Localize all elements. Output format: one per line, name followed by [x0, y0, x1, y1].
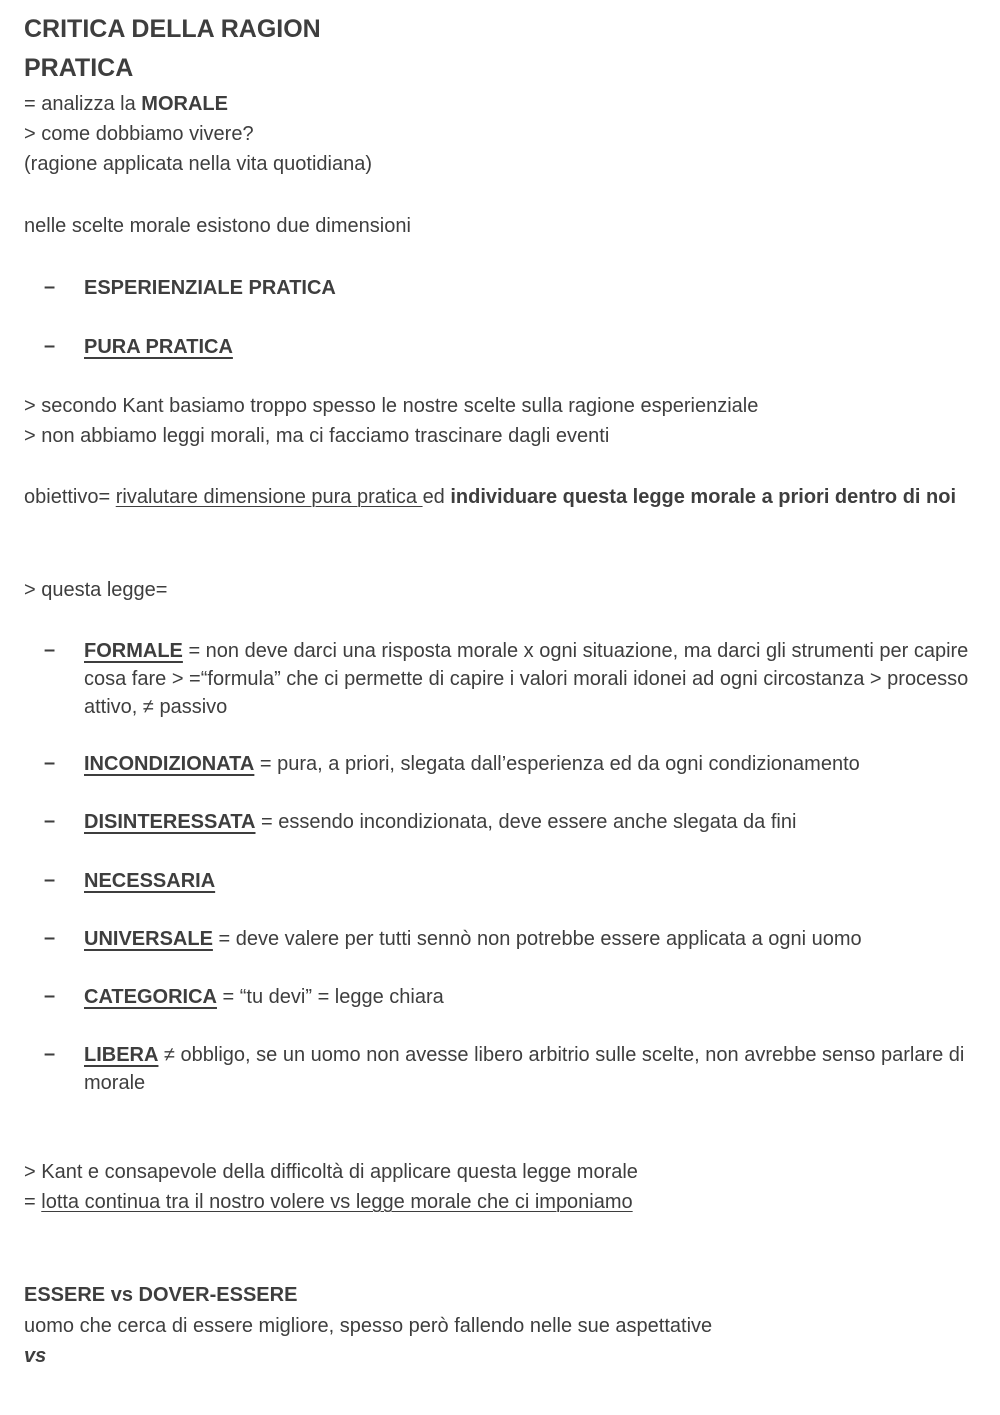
bullet-dash: – [44, 639, 56, 661]
dimensions-intro: nelle scelte morale esistono due dimensioni [24, 215, 411, 237]
difficulty-conclusion [24, 1187, 633, 1217]
property-term: LIBERA [84, 1044, 159, 1066]
bullet-dash: – [44, 276, 56, 298]
intro-analizza-bold: MORALE [141, 93, 228, 115]
difficulty-conclusion-prefix: = [24, 1191, 42, 1213]
kant-line: > non abbiamo leggi morali, ma ci facciamo trascinare dagli eventi [24, 425, 610, 447]
property-item [84, 867, 974, 895]
dimension-item: ESPERIENZIALE PRATICA [84, 277, 336, 299]
property-term: CATEGORICA [84, 986, 217, 1008]
dimension-item [84, 333, 974, 361]
essere-line: uomo che cerca di essere migliore, spesso però fallendo nelle sue aspettative [24, 1315, 713, 1337]
property-item [84, 983, 974, 1011]
obiettivo-prefix: obiettivo= [24, 486, 116, 508]
essere-heading: ESSERE vs DOVER-ESSERE [24, 1284, 298, 1306]
property-term: UNIVERSALE [84, 928, 213, 950]
document-title-line-2: PRATICA [24, 54, 134, 82]
property-item [84, 1041, 974, 1097]
property-desc: = essendo incondizionata, deve essere anche slegata da fini [255, 811, 797, 833]
property-desc: = deve valere per tutti sennò non potrebbe essere applicata a ogni uomo [212, 928, 862, 950]
difficulty-conclusion-underlined: lotta continua tra il nostro volere vs legge morale che ci imponiamo [41, 1191, 633, 1213]
bullet-dash: – [44, 752, 56, 774]
property-item [84, 925, 974, 953]
obiettivo-underlined: rivalutare dimensione pura pratica [115, 486, 423, 508]
property-term: DISINTERESSATA [84, 811, 256, 833]
property-item [84, 637, 974, 721]
kant-line: > secondo Kant basiamo troppo spesso le nostre scelte sulla ragione esperienziale [24, 395, 759, 417]
bullet-dash: – [44, 335, 56, 357]
document-title-line-1: CRITICA DELLA RAGION [24, 15, 321, 43]
dimension-item-label: PURA PRATICA [84, 336, 233, 358]
property-term: INCONDIZIONATA [84, 753, 255, 775]
bullet-dash: – [44, 869, 56, 891]
intro-question: > come dobbiamo vivere? [24, 123, 254, 145]
property-term: FORMALE [84, 640, 183, 662]
property-desc: ≠ obbligo, se un uomo non avesse libero arbitrio sulle scelte, non avrebbe senso parlare di morale [84, 1044, 965, 1094]
intro-analizza [24, 89, 228, 119]
property-desc: = pura, a priori, slegata dall’esperienza ed da ogni condizionamento [254, 753, 860, 775]
intro-paren: (ragione applicata nella vita quotidiana) [24, 153, 373, 175]
essere-vs [24, 1341, 46, 1371]
intro-analizza-prefix: = analizza la [24, 93, 142, 115]
property-desc: = “tu devi” = legge chiara [216, 986, 444, 1008]
bullet-dash: – [44, 1043, 56, 1065]
property-item [84, 750, 974, 778]
bullet-dash: – [44, 927, 56, 949]
legge-intro: > questa legge= [24, 579, 168, 601]
property-item [84, 808, 974, 836]
obiettivo-mid: ed [422, 486, 451, 508]
obiettivo-bold: individuare questa legge morale a priori dentro di noi [450, 486, 957, 508]
essere-vs-label: vs [24, 1345, 47, 1367]
property-desc: = non deve darci una risposta morale x ogni situazione, ma darci gli strumenti per capire cosa fare > =“formula” che ci permette di capire i valori morali idonei ad ogni circostanza > processo attivo, ≠ passivo [84, 640, 969, 718]
bullet-dash: – [44, 985, 56, 1007]
property-term: NECESSARIA [84, 870, 216, 892]
bullet-dash: – [44, 810, 56, 832]
difficulty-line: > Kant e consapevole della difficoltà di applicare questa legge morale [24, 1161, 638, 1183]
obiettivo-paragraph [24, 482, 974, 513]
